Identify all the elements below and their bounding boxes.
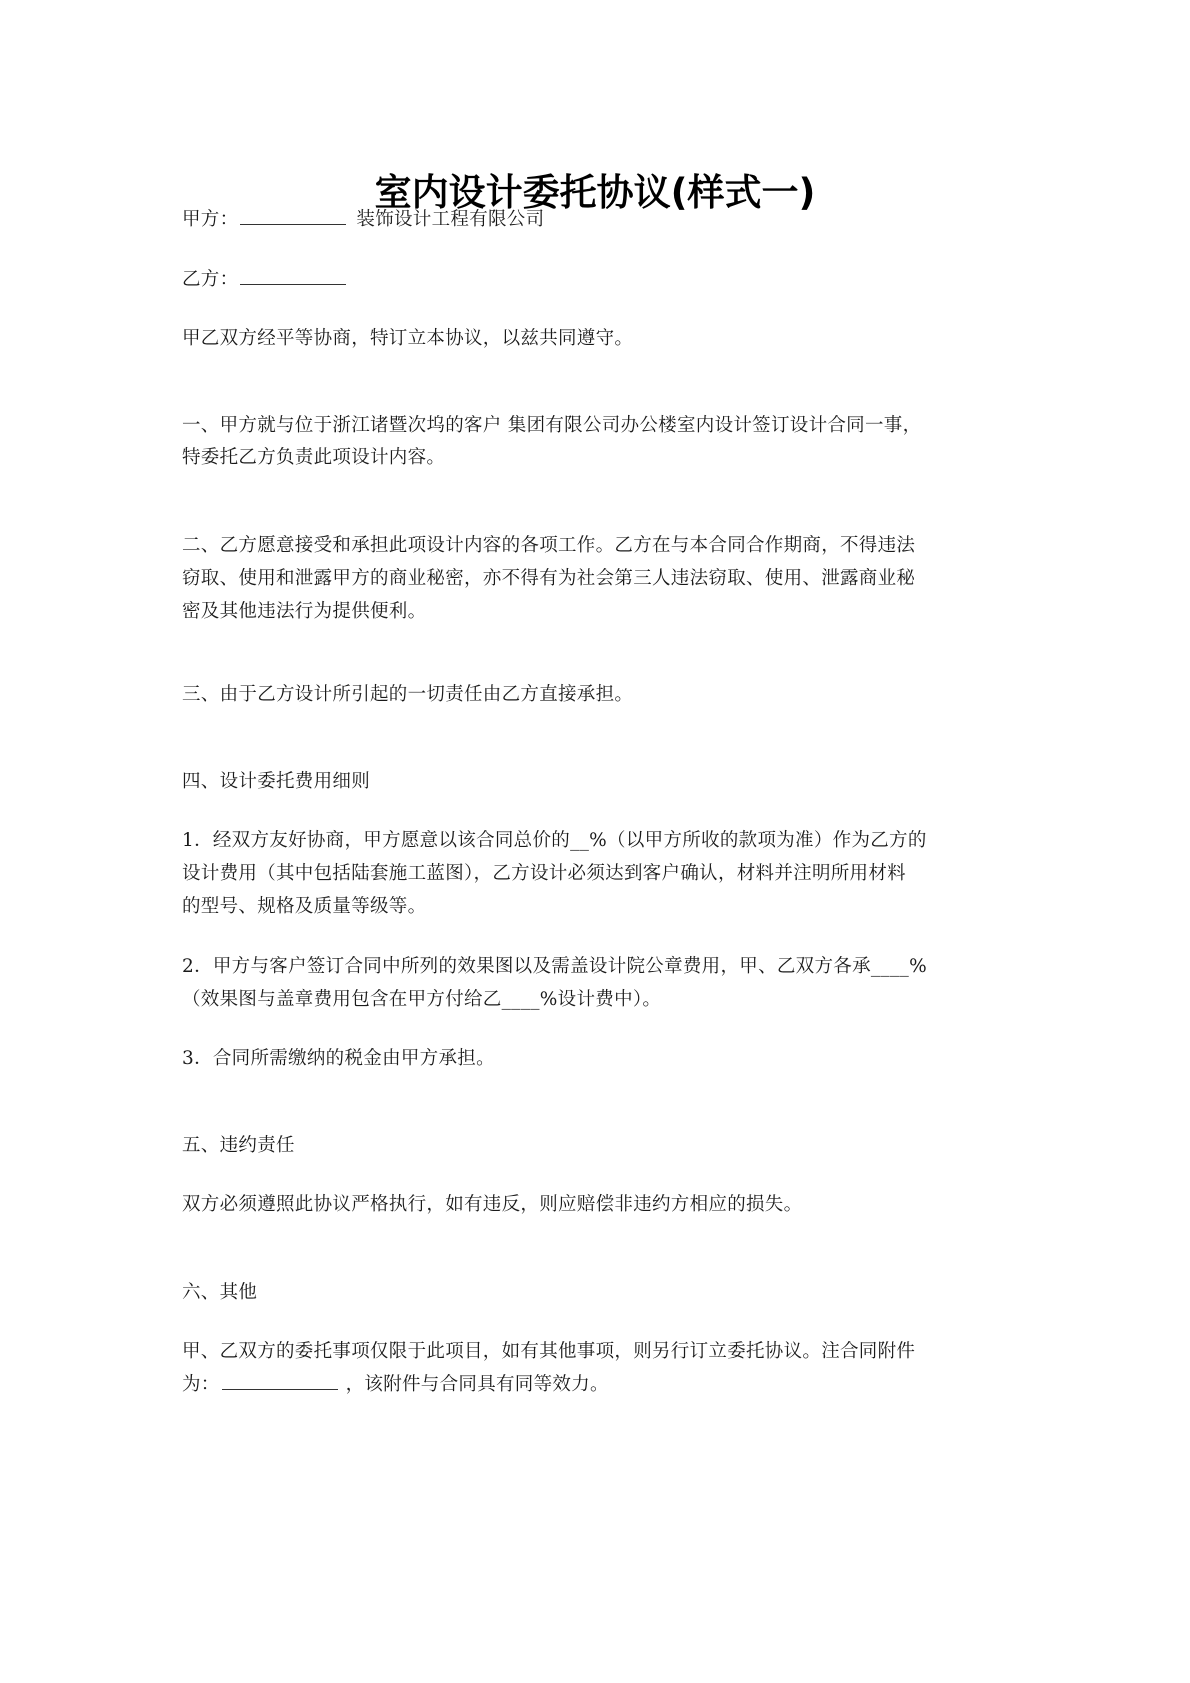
clause4-item2-line2: （效果图与盖章费用包含在甲方付给乙____%设计费中）。 (182, 989, 662, 1010)
clause1-line2: 特委托乙方负责此项设计内容。 (182, 447, 446, 468)
clause6-line1: 甲、乙双方的委托事项仅限于此项目，如有其他事项，则另行订立委托协议。注合同附件 (182, 1341, 916, 1362)
clause3: 三、由于乙方设计所引起的一切责任由乙方直接承担。 (182, 684, 634, 705)
party-a-name: 装饰设计工程有限公司 (356, 209, 545, 230)
attachment-suffix: ，该附件与合同具有同等效力。 (345, 1374, 609, 1395)
party-a-line (182, 204, 1018, 236)
clause2-line3: 密及其他违法行为提供便利。 (182, 601, 427, 622)
party-a-blank[interactable] (240, 206, 346, 225)
clause6-line2 (182, 1369, 1018, 1401)
intro-paragraph: 甲乙双方经平等协商，特订立本协议，以兹共同遵守。 (182, 328, 634, 349)
party-a-label: 甲方： (182, 209, 239, 230)
clause2-line2: 窃取、使用和泄露甲方的商业秘密，亦不得有为社会第三人违法窃取、使用、泄露商业秘 (182, 568, 916, 589)
clause4-item3: 3．合同所需缴纳的税金由甲方承担。 (182, 1048, 495, 1069)
clause5-heading: 五、违约责任 (182, 1135, 295, 1156)
document-title: 室内设计委托协议(样式一) (374, 171, 816, 214)
clause6-heading: 六、其他 (182, 1282, 258, 1303)
clause5-text: 双方必须遵照此协议严格执行，如有违反，则应赔偿非违约方相应的损失。 (182, 1194, 803, 1215)
attachment-label: 为： (182, 1374, 220, 1395)
clause1-line1: 一、甲方就与位于浙江诸暨次坞的客户 集团有限公司办公楼室内设计签订设计合同一事， (182, 415, 922, 436)
clause4-heading: 四、设计委托费用细则 (182, 771, 371, 792)
attachment-blank[interactable] (222, 1371, 338, 1390)
clause2-line1: 二、乙方愿意接受和承担此项设计内容的各项工作。乙方在与本合同合作期商，不得违法 (182, 535, 916, 556)
clause4-item1-line3: 的型号、规格及质量等级等。 (182, 896, 427, 917)
party-b-label: 乙方： (182, 269, 239, 290)
party-b-blank[interactable] (240, 266, 346, 285)
party-b-line (182, 264, 1018, 296)
clause4-item1-line2: 设计费用（其中包括陆套施工蓝图），乙方设计必须达到客户确认，材料并注明所用材料 (182, 863, 906, 884)
clause4-item2-line1: 2．甲方与客户签订合同中所列的效果图以及需盖设计院公章费用，甲、乙双方各承____% (182, 956, 927, 977)
clause4-item1-line1: 1．经双方友好协商，甲方愿意以该合同总价的__%（以甲方所收的款项为准）作为乙方的 (182, 830, 927, 851)
